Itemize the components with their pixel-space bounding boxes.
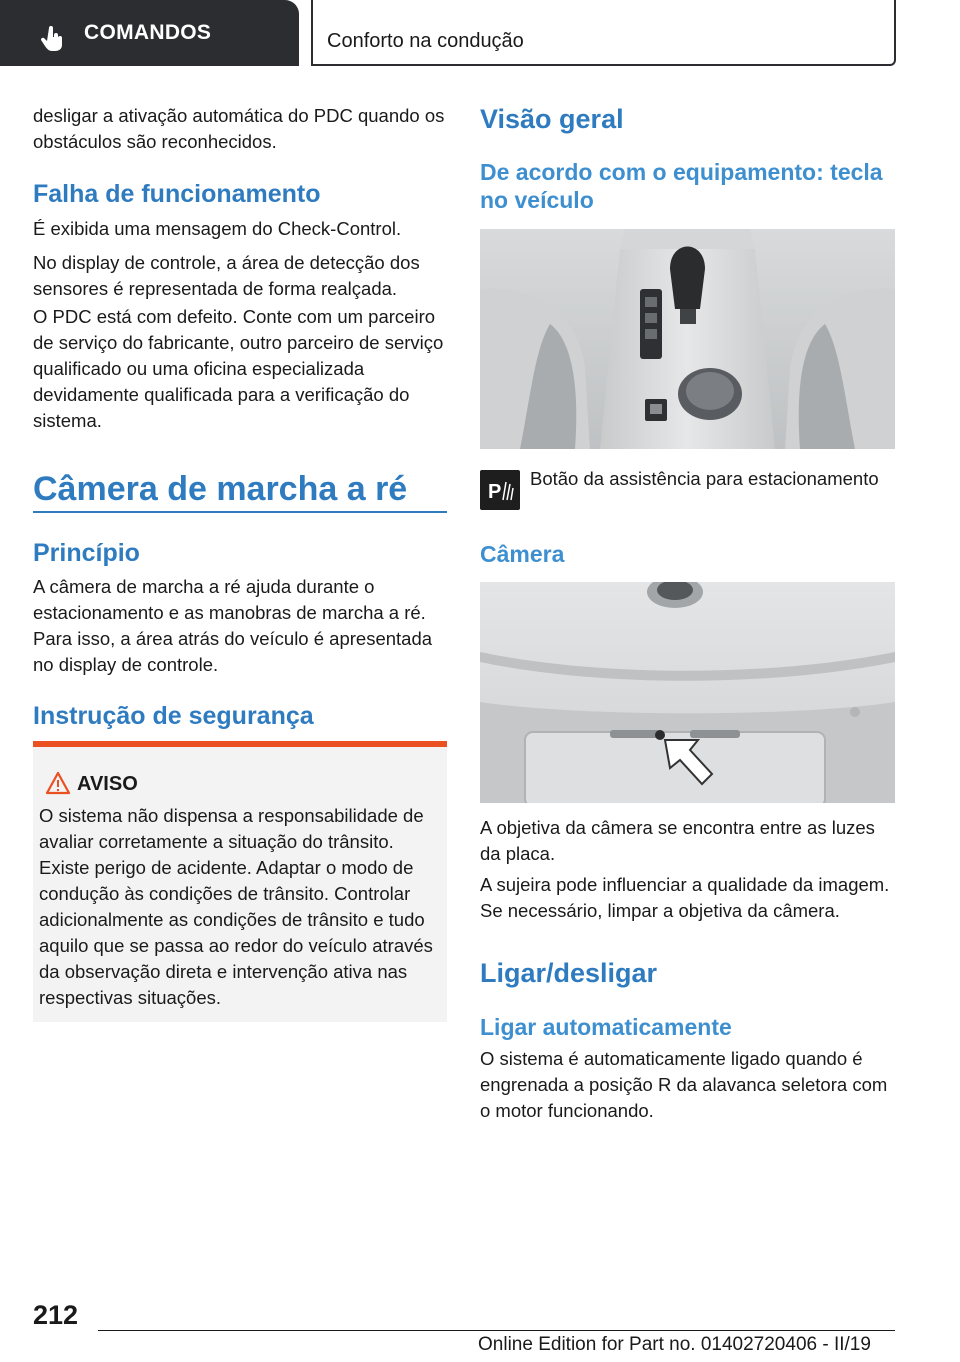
fault-paragraph-2: No display de controle, a área de detecção dos sensores é representada de forma realçada. <box>33 252 420 299</box>
intro-paragraph: desligar a ativação automática do PDC quando os obstáculos são reconhecidos. <box>33 105 445 152</box>
onoff-heading: Ligar/desligar <box>480 958 658 988</box>
fault-paragraph-1: É exibida uma mensagem do Check-Control. <box>33 218 402 239</box>
parking-assist-icon <box>480 470 520 510</box>
fault-paragraph-3: O PDC está com defeito. Conte com um parceiro de serviço do fabricante, outro parceiro de serviço qualificado ou uma oficina especializada devidamente qualificada para a verificação do sistema. <box>33 306 444 431</box>
footer-edition: Online Edition for Part no. 01402720406 - II/19 <box>478 1334 871 1355</box>
warning-title: AVISO <box>77 773 138 795</box>
safety-heading: Instrução de segurança <box>33 702 314 730</box>
warning-box <box>33 741 447 1022</box>
equipment-heading: De acordo com o equipamento: tecla no veículo <box>480 159 883 213</box>
section-title: COMANDOS <box>84 21 212 44</box>
svg-text:P: P <box>488 481 502 503</box>
camera-heading: Câmera de marcha a ré <box>33 470 408 508</box>
subsection-box <box>311 0 896 66</box>
footer-rule <box>98 1330 895 1331</box>
fault-heading: Falha de funcionamento <box>33 180 321 208</box>
camera-paragraph-1: A objetiva da câmera se encontra entre as luzes da placa. <box>480 817 875 864</box>
principle-paragraph: A câmera de marcha a ré ajuda durante o estacionamento e as manobras de marcha a ré. Para isso, a área atrás do veículo é apresentada no display de controle. <box>33 576 433 675</box>
center-console-image <box>480 229 895 449</box>
subsection-title: Conforto na condução <box>327 30 524 52</box>
page-number: 212 <box>33 1300 79 1330</box>
warning-triangle-icon <box>45 771 71 795</box>
heading-rule <box>33 511 447 513</box>
principle-heading: Princípio <box>33 539 140 567</box>
camera-paragraph-2: A sujeira pode influenciar a qualidade da imagem. Se necessário, limpar a objetiva da câmera. <box>480 874 890 921</box>
camera-subheading: Câmera <box>480 541 565 567</box>
section-tab <box>0 0 299 66</box>
warning-text: O sistema não dispensa a responsabilidade de avaliar corretamente a situação do trânsito. Existe perigo de acidente. Adaptar o modo de condução às condições de trânsito. Controlar adicionalmente as condições de trânsito e tudo aquilo que se passa ao redor do veículo através da observação direta e intervenção ativa nas respectivas situações. <box>39 805 433 1008</box>
hand-pointer-icon <box>40 26 66 52</box>
button-caption: Botão da assistência para estacionamento <box>530 468 879 489</box>
rear-camera-image <box>480 582 895 803</box>
overview-heading: Visão geral <box>480 104 624 134</box>
auto-paragraph: O sistema é automaticamente ligado quando é engrenada a posição R da alavanca seletora com o motor funcionando. <box>480 1048 888 1121</box>
auto-heading: Ligar automaticamente <box>480 1014 732 1040</box>
